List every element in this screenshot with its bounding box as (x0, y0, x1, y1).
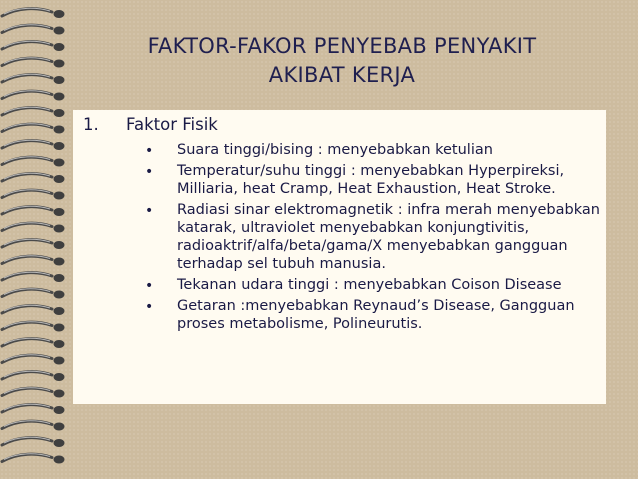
bullet-icon: • (145, 278, 154, 294)
spiral-coil (2, 74, 65, 84)
title-line-2: AKIBAT KERJA (268, 63, 416, 87)
spiral-coil (2, 8, 65, 18)
spiral-coil (2, 454, 65, 464)
spiral-coil (2, 58, 65, 68)
title-line-1: FAKTOR-FAKOR PENYEBAB PENYAKIT (147, 34, 537, 58)
list-item (83, 276, 603, 294)
spiral-coil (2, 91, 65, 101)
list-item (83, 162, 603, 198)
spiral-coil (2, 157, 65, 167)
spiral-coil (2, 421, 65, 431)
spiral-binding (0, 0, 72, 479)
list-item (83, 141, 603, 159)
list-item-text: Suara tinggi/bising : menyebabkan ketulian (177, 142, 493, 158)
list-item (83, 201, 603, 273)
slide-title (72, 20, 612, 90)
spiral-coil (2, 272, 65, 282)
list-item (83, 297, 603, 333)
spiral-coil (2, 190, 65, 200)
spiral-coil (2, 305, 65, 315)
spiral-coil (2, 25, 65, 35)
spiral-coil (2, 223, 65, 233)
list-item-text: Getaran :menyebabkan Reynaud’s Disease, Gangguan proses metabolisme, Polineurutis. (177, 298, 575, 332)
section-number: 1. (83, 115, 99, 134)
spiral-coil (2, 388, 65, 398)
spiral-coil (2, 124, 65, 134)
bullet-icon: • (145, 299, 154, 315)
list-item-text: Radiasi sinar elektromagnetik : infra merah menyebabkan katarak, ultraviolet menyebabkan konjungtivitis, radioaktrif/alfa/beta/gama/X menyebabkan gangguan terhadap sel tubuh manusia. (177, 202, 600, 272)
spiral-coil (2, 140, 65, 150)
spiral-coil (2, 322, 65, 332)
spiral-coil (2, 355, 65, 365)
list-item-text: Tekanan udara tinggi : menyebabkan Coison Disease (177, 277, 562, 293)
section-label: Faktor Fisik (126, 115, 218, 134)
spiral-coil (2, 41, 65, 51)
list-item-text: Temperatur/suhu tinggi : menyebabkan Hyperpireksi, Milliaria, heat Cramp, Heat Exhaustion, Heat Stroke. (177, 163, 565, 197)
content-panel (73, 110, 606, 404)
spiral-coil (2, 206, 65, 216)
spiral-coil (2, 289, 65, 299)
title-box (72, 20, 612, 100)
spiral-coil (2, 107, 65, 117)
spiral-coil (2, 173, 65, 183)
spiral-coil (2, 256, 65, 266)
bullet-icon: • (145, 164, 154, 180)
bullet-list (83, 141, 603, 336)
bullet-icon: • (145, 143, 154, 159)
spiral-coil (2, 371, 65, 381)
spiral-coil (2, 404, 65, 414)
bullet-icon: • (145, 203, 154, 219)
spiral-coil (2, 338, 65, 348)
spiral-coil (2, 437, 65, 447)
spiral-coil (2, 239, 65, 249)
